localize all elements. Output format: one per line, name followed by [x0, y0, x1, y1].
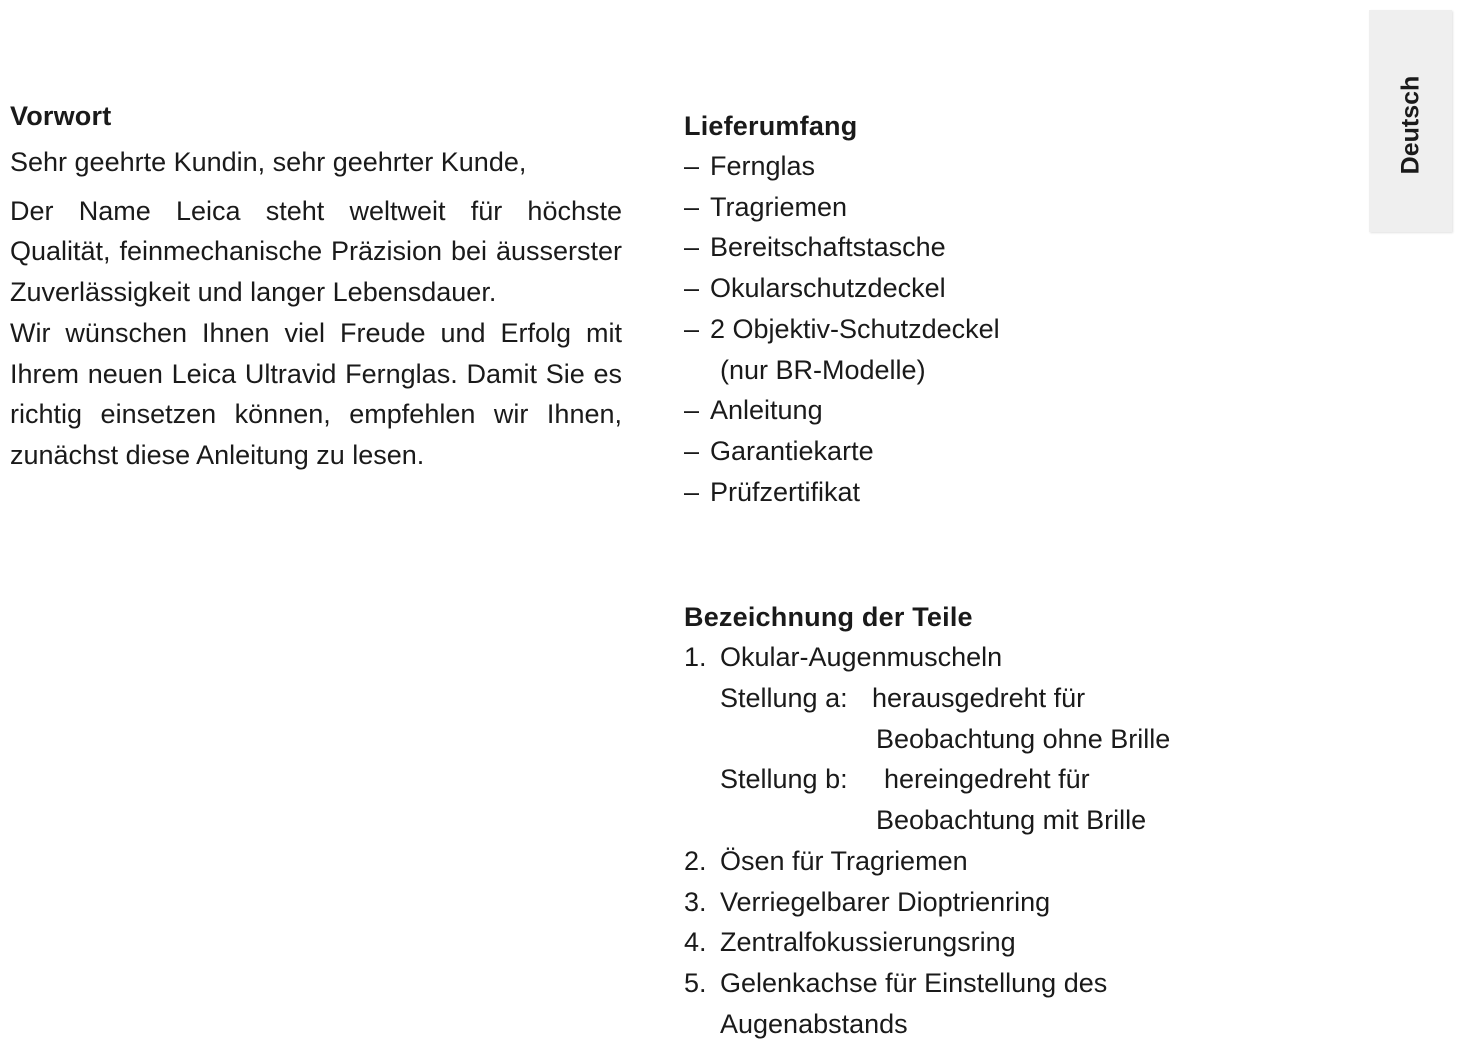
lieferumfang-heading: Lieferumfang [684, 111, 858, 141]
vorwort-paragraph-1: Der Name Leica steht weltweit für höchste Qualität, feinmechanische Präzision bei äusserster Zuverlässigkeit und langer Lebensdauer. [10, 195, 622, 308]
list-item [684, 227, 1324, 268]
right-column [684, 106, 1324, 1044]
dash-bullet: – [684, 232, 700, 263]
dash-bullet: – [684, 191, 700, 222]
parts-item-4 [684, 922, 1324, 963]
list-item [684, 472, 1324, 513]
item-label: Gelenkachse für Einstellung des [720, 967, 1108, 998]
item-label-continuation: Augenabstands [720, 1008, 908, 1039]
language-tab [1369, 10, 1452, 232]
lieferumfang-section [684, 106, 1324, 512]
item-number: 4. [684, 927, 707, 958]
item-label: Zentralfokussierungsring [720, 927, 1016, 958]
item-label: Ösen für Tragriemen [720, 845, 968, 876]
position-a-label: Stellung a: [720, 683, 848, 714]
item-label: Verriegelbarer Dioptrienring [720, 886, 1051, 917]
item-number: 2. [684, 845, 707, 876]
dash-bullet: – [684, 273, 700, 304]
parts-item-5 [684, 963, 1324, 1044]
list-item-label: Garantiekarte [710, 435, 874, 466]
position-b-continuation: Beobachtung mit Brille [876, 805, 1147, 836]
position-a-text: herausgedreht für [872, 683, 1086, 714]
list-item-note: (nur BR-Modelle) [720, 354, 926, 385]
list-item [684, 146, 1324, 187]
item-label: Okular-Augenmuscheln [720, 642, 1003, 673]
dash-bullet: – [684, 476, 700, 507]
vorwort-paragraph-2: Wir wünschen Ihnen viel Freude und Erfolg mit Ihrem neuen Leica Ultravid Fernglas. Damit Sie es richtig einsetzen können, empfehlen wir Ihnen, zunächst diese Anleitung zu lesen. [10, 317, 622, 470]
list-item-label: Bereitschaftstasche [710, 232, 946, 263]
position-b-text: hereingedreht für [884, 764, 1090, 795]
list-item-label: Okularschutzdeckel [710, 273, 946, 304]
dash-bullet: – [684, 151, 700, 181]
list-item-label: Fernglas [710, 151, 816, 181]
bezeichnung-heading: Bezeichnung der Teile [684, 602, 973, 633]
list-item-label: Anleitung [710, 395, 823, 426]
vorwort-heading: Vorwort [10, 101, 112, 131]
position-a [720, 678, 1324, 719]
position-a-continuation: Beobachtung ohne Brille [876, 723, 1171, 754]
parts-item-2 [684, 841, 1324, 882]
list-item [684, 390, 1324, 431]
position-b [720, 759, 1324, 800]
parts-item-3 [684, 882, 1324, 923]
salutation: Sehr geehrte Kundin, sehr geehrter Kunde, [10, 147, 527, 177]
vorwort-section [10, 96, 622, 476]
dash-bullet: – [684, 313, 700, 344]
list-item [684, 309, 1324, 390]
list-item-label: Prüfzertifikat [710, 476, 861, 507]
bezeichnung-section [684, 597, 1324, 1044]
dash-bullet: – [684, 395, 700, 426]
item-number: 3. [684, 886, 707, 917]
list-item [684, 431, 1324, 472]
parts-list [684, 637, 1324, 1044]
list-item [684, 187, 1324, 228]
list-item-label: Tragriemen [710, 191, 848, 222]
language-tab-label: Deutsch [1396, 76, 1424, 175]
dash-bullet: – [684, 435, 700, 466]
parts-item-1 [684, 637, 1324, 841]
list-item [684, 268, 1324, 309]
item-number: 5. [684, 967, 707, 998]
position-b-label: Stellung b: [720, 764, 848, 795]
list-item-label: 2 Objektiv-Schutzdeckel [710, 313, 1000, 344]
item-number: 1. [684, 642, 707, 673]
lieferumfang-list [684, 146, 1324, 512]
